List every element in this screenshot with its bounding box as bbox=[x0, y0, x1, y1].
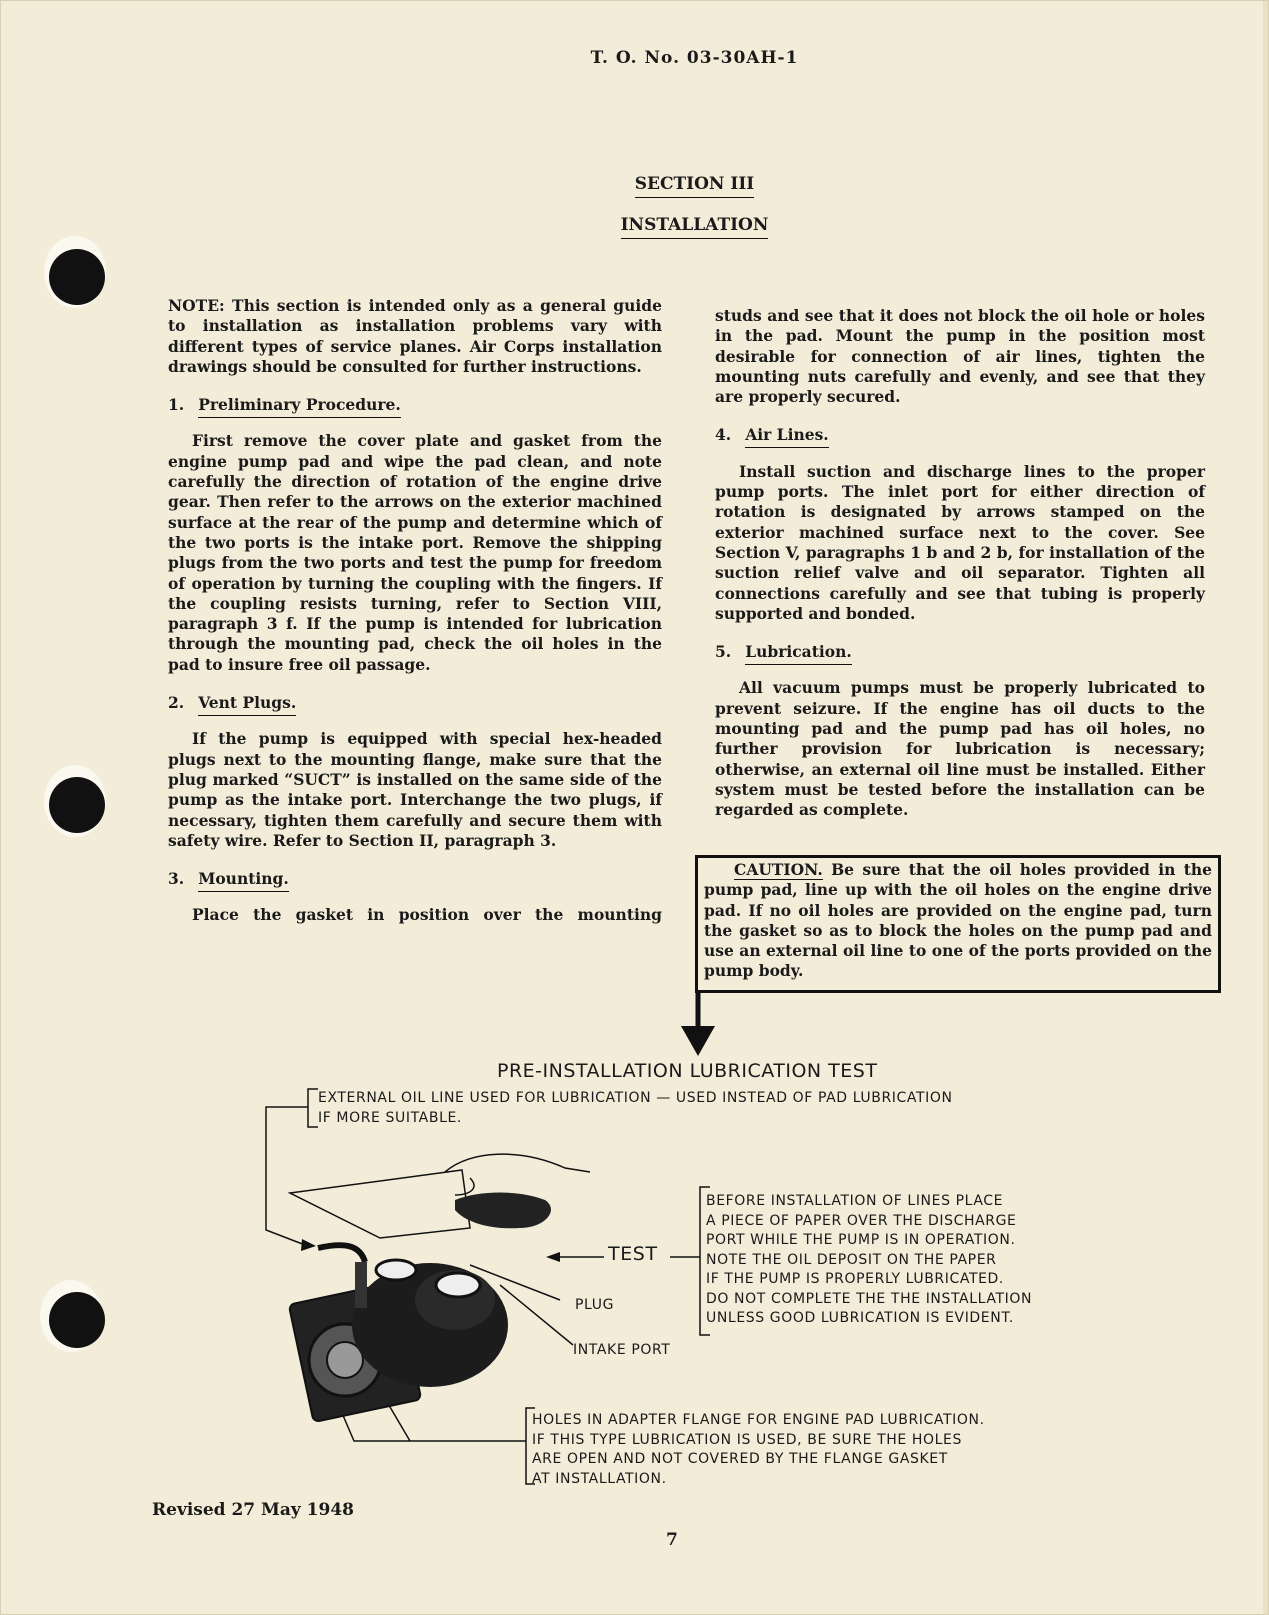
page-number: 7 bbox=[666, 1530, 678, 1550]
document-number: T. O. No. 03-30AH-1 bbox=[590, 48, 799, 68]
caution-text: Be sure that the oil holes provided in the pump pad, line up with the oil holes on the engine drive pad. If no oil holes are provided on the engine pad, turn the gasket so as to block the holes on the pump pad and use an external oil line to one of the ports provided on the pump body. bbox=[704, 860, 1212, 981]
pump-illustration bbox=[289, 1245, 508, 1422]
diagram-title: PRE-INSTALLATION LUBRICATION TEST bbox=[497, 1060, 878, 1082]
paragraph-preliminary-procedure: First remove the cover plate and gasket from the engine pump pad and wipe the pad clean, and note carefully the direction of rotation of the engine drive gear. Then refer to the arrows on the exterior machined surface at the rear of the pump and determine which of the two ports is the intake port. Remove the shipping plugs from the two ports and test the pump for freedom of operation by turning the coupling with the fingers. If the coupling resists turning, refer to Section VIII, paragraph 3 f. If the pump is intended for lubrication through the mounting pad, check the oil holes in the pad to insure free oil passage. bbox=[168, 431, 662, 674]
intake-port-label: INTAKE PORT bbox=[573, 1342, 671, 1358]
section-title: INSTALLATION bbox=[0, 215, 1269, 235]
caution-arrow-head bbox=[681, 1026, 715, 1056]
paragraph-air-lines: Install suction and discharge lines to the proper pump ports. The inlet port for either direction of rotation is designated by arrows stamped on the exterior machined surface next to the cover. See Section V, paragraphs 1 b and 2 b, for installation of the suction relief valve and oil separator. Tighten all connections carefully and see that tubing is properly supported and bonded. bbox=[715, 461, 1205, 623]
plug-label: PLUG bbox=[575, 1297, 615, 1313]
heading-lubrication: 5. Lubrication. bbox=[715, 642, 1205, 662]
heading-preliminary-procedure: 1. Preliminary Procedure. bbox=[168, 395, 662, 415]
heading-mounting: 3. Mounting. bbox=[168, 869, 662, 889]
external-oil-line-label: EXTERNAL OIL LINE USED FOR LUBRICATION — USED INSTEAD OF PAD LUBRICATION IF MORE SUITABLE. bbox=[318, 1090, 953, 1126]
section-number: SECTION III bbox=[0, 174, 1269, 194]
test-note: BEFORE INSTALLATION OF LINES PLACE A PIECE OF PAPER OVER THE DISCHARGE PORT WHILE THE PUMP IS IN OPERATION. NOTE THE OIL DEPOSIT ON THE PAPER IF THE PUMP IS PROPERLY LUBRICATED. DO NOT COMPLETE THE THE INSTALLATION UNLESS GOOD LUBRICATION IS EVIDENT. bbox=[706, 1193, 1033, 1326]
paper-and-hand-illustration bbox=[290, 1154, 590, 1238]
caution-label: CAUTION. bbox=[734, 860, 823, 879]
paragraph-vent-plugs: If the pump is equipped with special hex-headed plugs next to the mounting flange, make sure that the plug marked “SUCT” is installed on the same side of the pump as the intake port. Interchange the two plugs, if necessary, tighten them carefully and secure them with safety wire. Refer to Section II, paragraph 3. bbox=[168, 729, 662, 850]
paragraph-mounting-continued: studs and see that it does not block the oil hole or holes in the pad. Mount the pump in the position most desirable for connection of air lines, tighten the mounting nuts carefully and evenly, and see that they are properly secured. bbox=[715, 306, 1205, 407]
note-paragraph: NOTE: This section is intended only as a general guide to installation as installation problems vary with different types of service planes. Air Corps installation drawings should be consulted for further instructions. bbox=[168, 296, 662, 376]
holes-note: HOLES IN ADAPTER FLANGE FOR ENGINE PAD LUBRICATION. IF THIS TYPE LUBRICATION IS USED, BE SURE THE HOLES ARE OPEN AND NOT COVERED BY THE FLANGE GASKET AT INSTALLATION. bbox=[532, 1412, 985, 1487]
paragraph-lubrication: All vacuum pumps must be properly lubricated to prevent seizure. If the engine has oil ducts to the mounting pad and the pump pad has oil holes, no further provision for lubrication is necessary; otherwise, an external oil line must be installed. Either system must be tested before the installation can be regarded as complete. bbox=[715, 678, 1205, 820]
revision-date: Revised 27 May 1948 bbox=[152, 1500, 354, 1520]
heading-vent-plugs: 2. Vent Plugs. bbox=[168, 693, 662, 713]
paragraph-mounting: Place the gasket in position over the mounting bbox=[192, 905, 662, 925]
heading-air-lines: 4. Air Lines. bbox=[715, 425, 1205, 445]
test-label: TEST bbox=[608, 1243, 658, 1265]
